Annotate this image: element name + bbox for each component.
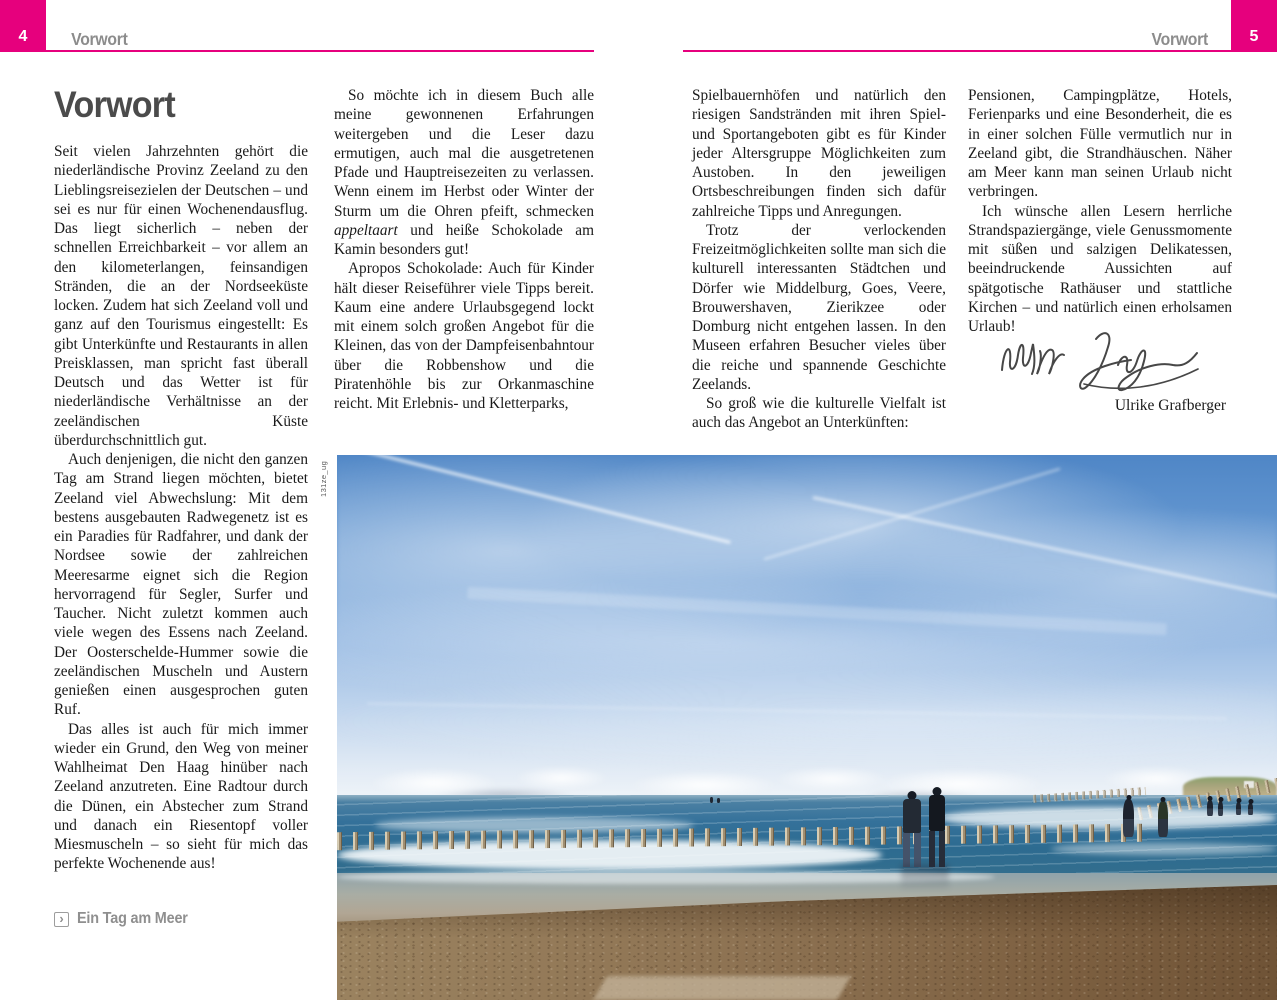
paragraph: Apropos Schokolade: Auch für Kinder hält dieser Reiseführer viele Tipps bereit. Kaum eine andere Urlaubsgegend lockt mit einem solch großen Angebot für die Kleinen, das von der Dampfeisenbahntour über die Robbenshow und die Piratenhöhle bis zur Orkanmaschine reicht. Mit Erlebnis- und Kletterparks, <box>334 260 594 412</box>
right-column-1 <box>692 86 946 433</box>
author-name: Ulrike Grafberger <box>1114 397 1226 414</box>
caption-label: Ein Tag am Meer <box>77 910 188 927</box>
person-silhouette <box>929 787 945 867</box>
header-rule-left <box>46 50 594 52</box>
page-number-right: 5 <box>1249 28 1259 45</box>
paragraph: So möchte ich in diesem Buch alle meine gewonnenen Erfahrungen weitergeben und die Leser dazu ermutigen, auch mal die ausgetretenen Pfade und Hauptreisezeiten zu verlassen. Wenn einem im Herbst oder Winter der Sturm um die Ohren pfeift, schmecken appeltaart und heiße Schokolade am Kamin besonders gut! <box>334 87 594 258</box>
person-silhouette <box>903 791 921 867</box>
contrail <box>367 702 1227 719</box>
right-column-2 <box>968 86 1232 336</box>
paragraph: Pensionen, Campingplätze, Hotels, Ferienparks und eine Besonderheit, die es in einer solchen Fülle vermutlich nur in Zeeland gibt, die Strandhäuschen. Näher am Meer kann man seinen Urlaub nicht verbringen. <box>968 87 1232 201</box>
person-silhouette <box>1123 799 1134 837</box>
page-number-block-left <box>0 0 46 52</box>
paragraph: Ich wünsche allen Lesern herrliche Strandspaziergänge, viele Genussmomente mit süßen und salzigen Delikatessen, beeindruckende Aussichten auf spätgotische Rathäuser und stattliche Kirchen – und natürlich einen erholsamen Urlaub! <box>968 202 1232 335</box>
running-head-left: Vorwort <box>71 29 128 49</box>
paragraph: Auch denjenigen, die nicht den ganzen Tag am Strand liegen möchten, bietet Zeeland viel Abwechslung: Mit dem bestens ausgebauten Radwegenetz ist es ein Paradies für Radfahrer, und dank der Nordsee sowie der zahlreichen Meeresarme eignet sich die Region hervorragend für Segler, Surfer und Taucher. Nicht zuletzt kommen auch viele wegen des Essens nach Zeeland. Der Oosterschelde-Hummer sowie die zeeländischen Muscheln und Austern genießen einen ausgesprochen guten Ruf. <box>54 451 308 719</box>
running-head-right: Vorwort <box>1151 29 1208 49</box>
person-silhouette <box>1207 800 1213 816</box>
page-title: Vorwort <box>54 84 175 125</box>
page-number-block-right <box>1231 0 1277 52</box>
person-in-sea <box>710 797 713 803</box>
contrail <box>812 496 1277 607</box>
paragraph: So groß wie die kulturelle Vielfalt ist auch das Angebot an Unterkünften: <box>692 395 946 432</box>
contrail <box>337 455 731 544</box>
left-column-1 <box>54 142 308 874</box>
paragraph: Trotz der verlockenden Freizeitmöglichkeiten sollte man sich die kulturell interessanten Städtchen und Dörfer wie Middelburg, Goes, Veere, Brouwershaven, Zierikzee oder Domburg nicht entgehen lassen. In den Museen erfahren Besucher vieles über die reiche und spannende Geschichte Zeelands. <box>692 221 946 393</box>
person-silhouette <box>1236 802 1241 815</box>
contrail <box>763 468 1060 561</box>
paragraph: Das alles ist auch für mich immer wieder ein Grund, den Weg von meiner Wahlheimat Den Haag hinüber nach Zeeland anzutreten. Eine Radtour durch die Dünen, ein Abstecher zum Strand und danach ein Riesentopf voller Miesmuscheln – so sieht für mich das perfekte Wochenende aus! <box>54 720 308 873</box>
wave-foam <box>1051 843 1277 855</box>
photo-credit: 131ze_ug <box>319 460 328 497</box>
cloud-wisp <box>467 587 1167 636</box>
reflection <box>901 865 949 891</box>
header-rule-right <box>683 50 1277 52</box>
crossref-chevron-icon: › <box>54 912 69 927</box>
paragraph: Spielbauernhöfen und natürlich den riesigen Sandstränden mit ihren Spiel- und Sportangeboten gibt es für Kinder jeder Altersgruppe Möglichkeiten zum Austoben. In den jeweiligen Ortsbeschreibungen finden sich dafür zahlreiche Tipps und Anregungen. <box>692 87 946 220</box>
shore-wash-foam <box>337 870 995 884</box>
left-column-2 <box>334 86 594 413</box>
person-silhouette <box>1218 801 1223 816</box>
person-silhouette <box>1158 801 1168 837</box>
person-in-sea <box>717 798 720 803</box>
paragraph: Seit vielen Jahrzehnten gehört die niederländische Provinz Zeeland zu den Lieblingsreisezielen der Deutschen – und sei es nur für einen Wochenendausflug. Das liegt sicherlich – neben der schnellen Erreichbarkeit – vor allem an den kilometerlangen, feinsandigen Stränden, die an der Nordseeküste locken. Zudem hat sich Zeeland voll und ganz auf den Tourismus eingestellt: Es gibt Unterkünfte und Restaurants in allen Preisklassen, man spricht fast überall Deutsch und das Wetter ist für niederländische Verhältnisse an der zeeländischen Küste überdurchschnittlich gut. <box>54 143 308 449</box>
signature-image <box>992 324 1220 398</box>
photo-caption <box>54 910 196 928</box>
page-number-left: 4 <box>18 28 28 45</box>
sky <box>337 455 1277 797</box>
person-silhouette <box>1248 803 1253 815</box>
beach-photo <box>337 455 1277 1000</box>
sand-path <box>593 976 851 1000</box>
